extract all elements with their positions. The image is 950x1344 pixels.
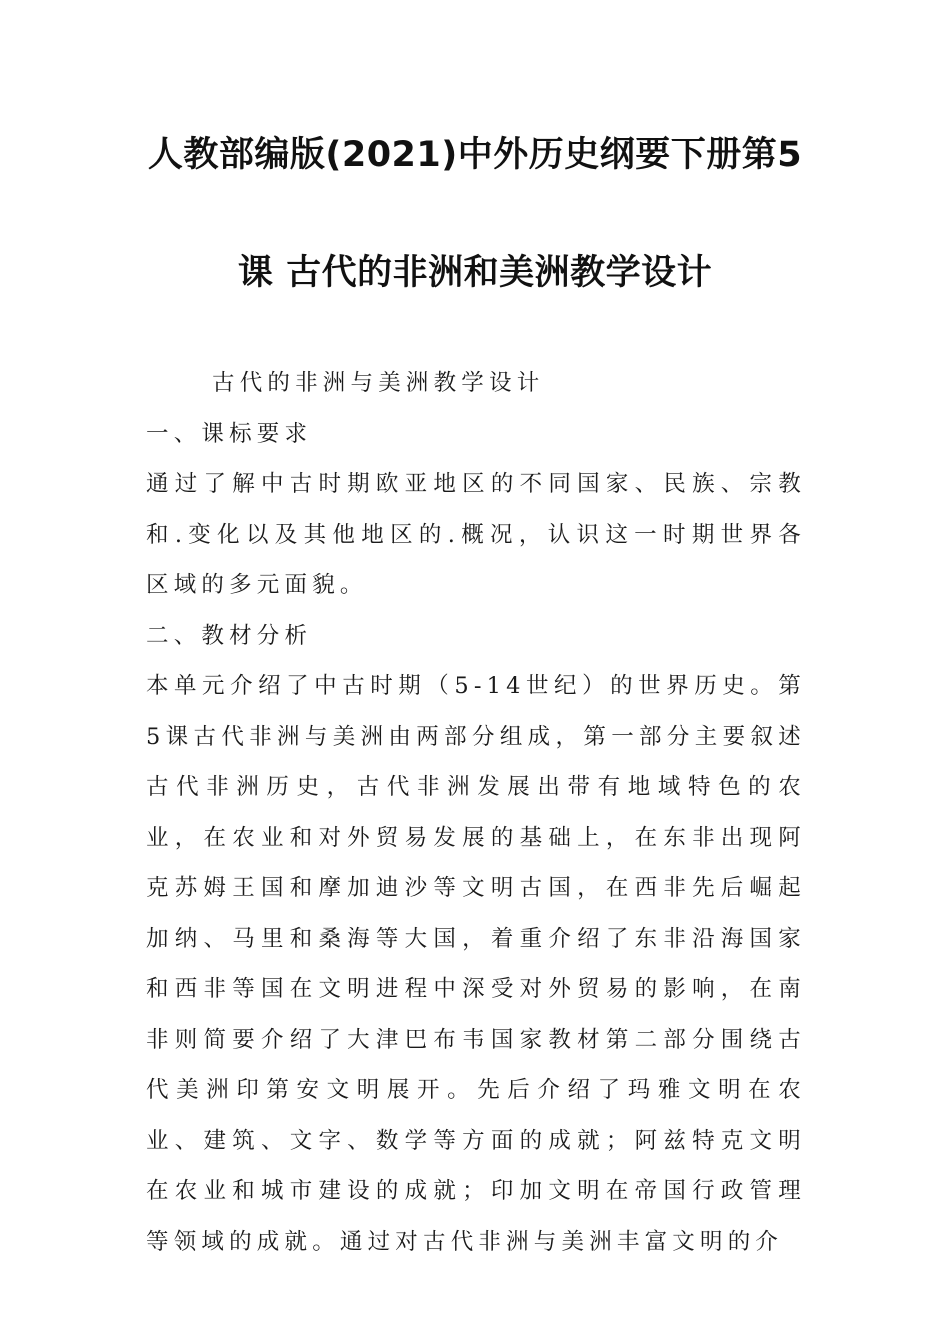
- document-title-line-2: 课 古代的非洲和美洲教学设计: [237, 253, 713, 293]
- section-heading-curriculum-standards: 一、课标要求: [146, 420, 313, 447]
- section-paragraph-textbook-analysis: 本单元介绍了中古时期（5-14世纪）的世界历史。第5课古代非洲与美洲由两部分组成，第一部分主要叙述古代非洲历史，古代非洲发展出带有地域特色的农业，在农业和对外贸易发展的基础上，在东非出现阿克苏姆王国和摩加迪沙等文明古国，在西非先后崛起加纳、马里和桑海等大国，着重介绍了东非沿海国家和西非等国在文明进程中深受对外贸易的影响，在南非则简要介绍了大津巴布韦国家教材第二部分围绕古代美洲印第安文明展开。先后介绍了玛雅文明在农业、建筑、文字、数学等方面的成就；阿兹特克文明在农业和城市建设的成就；印加文明在帝国行政管理等领域的成就。通过对古代非洲与美洲丰富文明的介: [146, 673, 806, 1255]
- document-subtitle: 古代的非洲与美洲教学设计: [212, 370, 545, 396]
- document-body: [146, 358, 806, 1267]
- section-paragraph-curriculum-standards: 通过了解中古时期欧亚地区的不同国家、民族、宗教和.变化以及其他地区的.概况，认识这一时期世界各区域的多元面貌。: [146, 471, 806, 598]
- document-title-line-1: 人教部编版(2021)中外历史纲要下册第5: [147, 135, 803, 175]
- section-heading-textbook-analysis: 二、教材分析: [146, 622, 313, 649]
